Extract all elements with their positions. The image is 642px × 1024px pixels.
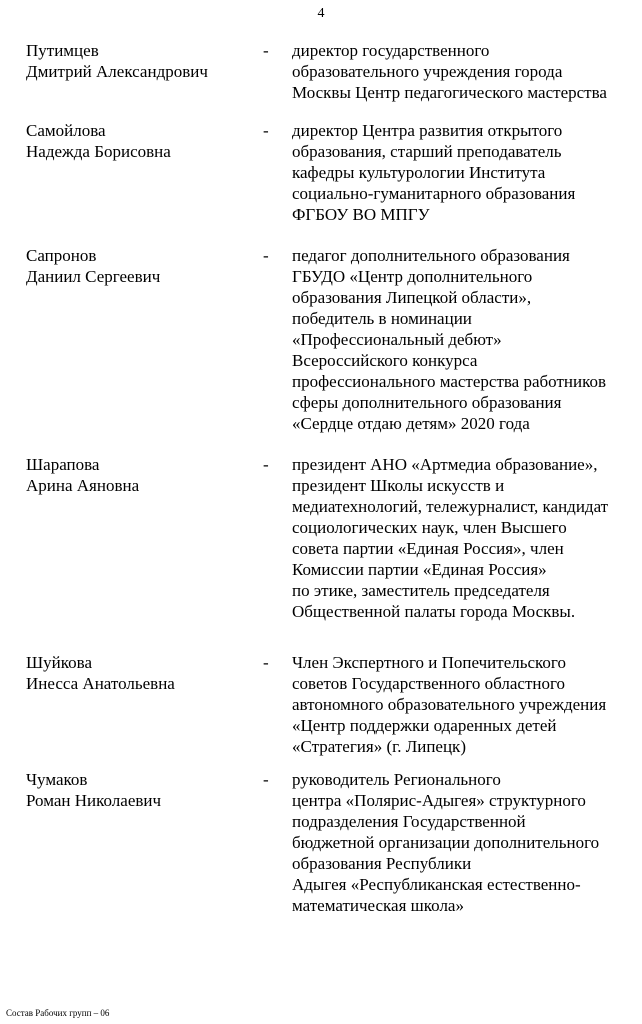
given-names: Арина Аяновна (26, 476, 140, 495)
person-name (26, 454, 139, 496)
desc-line: образования Липецкой области», (292, 288, 532, 307)
desc-line: совета партии «Единая Россия», член (292, 539, 564, 558)
desc-line: советов Государственного областного (292, 674, 566, 693)
desc-line: президент АНО «Артмедиа образование», (292, 455, 598, 474)
person-name (26, 769, 161, 811)
surname: Сапронов (26, 246, 97, 265)
desc-line: социологических наук, член Высшего (292, 518, 567, 537)
surname: Шарапова (26, 455, 100, 474)
desc-line: ФГБОУ ВО МПГУ (292, 205, 430, 224)
desc-line: директор государственного (292, 41, 490, 60)
surname: Шуйкова (26, 653, 92, 672)
desc-line: Всероссийского конкурса (292, 351, 478, 370)
person-name (26, 120, 171, 162)
given-names: Надежда Борисовна (26, 142, 171, 161)
surname: Путимцев (26, 41, 99, 60)
desc-line: директор Центра развития открытого (292, 121, 563, 140)
desc-line: «Стратегия» (г. Липецк) (292, 737, 466, 756)
separator-dash: - (263, 455, 269, 474)
desc-line: победитель в номинации (292, 309, 472, 328)
desc-line: образования Республики (292, 854, 472, 873)
position-description (292, 769, 599, 916)
desc-line: математическая школа» (292, 896, 464, 915)
separator-dash: - (263, 246, 269, 265)
desc-line: Общественной палаты города Москвы. (292, 602, 576, 621)
separator-dash: - (263, 653, 269, 672)
person-name (26, 40, 208, 82)
given-names: Роман Николаевич (26, 791, 162, 810)
desc-line: кафедры культурологии Института (292, 163, 546, 182)
given-names: Инесса Анатольевна (26, 674, 175, 693)
page-footer: Состав Рабочих групп – 06 (6, 1008, 110, 1018)
surname: Чумаков (26, 770, 88, 789)
page-number: 4 (317, 6, 325, 21)
desc-line: центра «Полярис-Адыгея» структурного (292, 791, 586, 810)
desc-line: социально-гуманитарного образования (292, 184, 576, 203)
desc-line: «Центр поддержки одаренных детей (292, 716, 557, 735)
desc-line: по этике, заместитель председателя (292, 581, 550, 600)
surname: Самойлова (26, 121, 106, 140)
desc-line: педагог дополнительного образования (292, 246, 570, 265)
desc-line: бюджетной организации дополнительного (292, 833, 600, 852)
position-description (292, 652, 606, 757)
position-description (292, 40, 607, 103)
desc-line: профессионального мастерства работников (292, 372, 606, 391)
desc-line: президент Школы искусств и (292, 476, 505, 495)
desc-line: сферы дополнительного образования (292, 393, 562, 412)
desc-line: «Сердце отдаю детям» 2020 года (292, 414, 530, 433)
position-description (292, 120, 575, 225)
position-description (292, 245, 606, 434)
desc-line: подразделения Государственной (292, 812, 526, 831)
desc-line: образования, старший преподаватель (292, 142, 562, 161)
desc-line: Член Экспертного и Попечительского (292, 653, 566, 672)
desc-line: Адыгея «Республиканская естественно- (292, 875, 581, 894)
position-description (292, 454, 608, 622)
person-name (26, 652, 175, 694)
given-names: Дмитрий Александрович (26, 62, 208, 81)
desc-line: Комиссии партии «Единая Россия» (292, 560, 547, 579)
separator-dash: - (263, 41, 269, 60)
desc-line: руководитель Регионального (292, 770, 501, 789)
desc-line: «Профессиональный дебют» (292, 330, 502, 349)
desc-line: автономного образовательного учреждения (292, 695, 607, 714)
person-name (26, 245, 160, 287)
desc-line: образовательного учреждения города (292, 62, 563, 81)
separator-dash: - (263, 770, 269, 789)
desc-line: медиатехнологий, тележурналист, кандидат (292, 497, 609, 516)
desc-line: ГБУДО «Центр дополнительного (292, 267, 533, 286)
separator-dash: - (263, 121, 269, 140)
desc-line: Москвы Центр педагогического мастерства (292, 83, 607, 102)
given-names: Даниил Сергеевич (26, 267, 161, 286)
